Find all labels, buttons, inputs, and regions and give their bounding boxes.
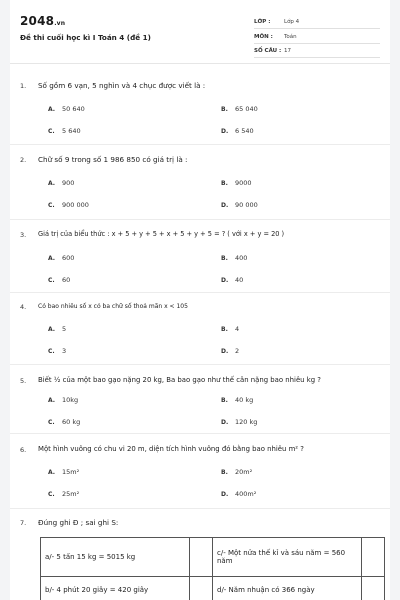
site-logo[interactable]: 2048.vn	[20, 14, 66, 28]
option-c[interactable]: C. 25m²	[48, 490, 80, 498]
exam-title: Đề thi cuối học kì I Toán 4 (đề 1)	[20, 33, 151, 42]
option-a[interactable]: A. 15m²	[48, 468, 80, 476]
statement-a: a/- 5 tấn 15 kg = 5015 kg	[41, 538, 190, 577]
option-d[interactable]: D. 6 540	[221, 127, 254, 135]
option-a[interactable]: A. 600	[48, 254, 75, 262]
option-c[interactable]: C. 3	[48, 347, 67, 355]
option-c[interactable]: C. 60 kg	[48, 418, 81, 426]
option-c[interactable]: C. 900 000	[48, 201, 89, 209]
table-row	[41, 538, 385, 577]
option-b[interactable]: B. 65 040	[221, 105, 258, 113]
option-a[interactable]: A. 5	[48, 325, 67, 333]
question-divider	[10, 219, 390, 220]
question-divider	[10, 508, 390, 509]
option-c[interactable]: C. 5 640	[48, 127, 81, 135]
question-divider	[10, 364, 390, 365]
option-b[interactable]: B. 9000	[221, 179, 252, 187]
answer-box-a[interactable]	[190, 538, 213, 577]
statement-b: b/- 4 phút 20 giây = 420 giây	[41, 577, 190, 600]
option-d[interactable]: D. 90 000	[221, 201, 258, 209]
meta-question-count: SỐ CÂU : 17	[254, 46, 380, 58]
statement-c: c/- Một nửa thế kỉ và sáu năm = 560 năm	[213, 538, 362, 577]
statement-d: d/- Năm nhuận có 366 ngày	[213, 577, 362, 600]
header-divider	[10, 63, 390, 64]
question-divider	[10, 433, 390, 434]
option-b[interactable]: B. 40 kg	[221, 396, 254, 404]
table-row	[41, 577, 385, 600]
answer-box-d[interactable]	[362, 577, 385, 600]
exam-header	[10, 0, 390, 62]
option-a[interactable]: A. 50 640	[48, 105, 85, 113]
option-b[interactable]: B. 4	[221, 325, 240, 333]
meta-subject: MÔN : Toán	[254, 32, 380, 44]
exam-sheet: 2048.vn Đề thi cuối học kì I Toán 4 (đề 1) LỚP : Lớp 4 MÔN : Toán SỐ CÂU : 17 1. Số gồm 6 vạn, 5 nghìn và 4 chục được viết là : A. 50 640 B. 65 040 C. 5 640 D. 6 540 2. Chữ số 9 trong số 1 986 850 có giá trị là : A. 900 B. 9000 C. 900 000 D. 90 000 3. Giá trị của biểu thức : x + 5 + y + 5 + x + 5 + y + 5 = ? ( với x + y = 20 ) A. 600 B. 400 C. 60 D. 40 4. Có bao nhiêu số x có ba chữ số thoả mãn x < 105 A. 5 B. 4 C. 3 D. 2 5. Biết ½ của một bao gạo nặng 20 kg, Ba bao gạo như thế cân nặng bao nhiêu kg ? A. 10kg B. 40 kg C. 60 kg D. 120 kg 6. Một hình vuông có chu vi 20 m, diện tích hình vuông đó bằng bao nhiêu m² ? A. 15m² B. 20m² C. 25m² D. 400m² 7. Đúng ghi Đ ; sai ghi S: a/- 5 tấn 15 kg = 5015 kg c/- Một nửa thế kỉ và sáu năm = 560 năm b/- 4 phút 20 giây = 420 giây d/- Năm nhuận có 366 ngày	[10, 0, 390, 600]
option-b[interactable]: B. 400	[221, 254, 248, 262]
true-false-table	[40, 537, 385, 600]
answer-box-c[interactable]	[362, 538, 385, 577]
option-d[interactable]: D. 40	[221, 276, 244, 284]
option-d[interactable]: D. 400m²	[221, 490, 257, 498]
meta-class: LỚP : Lớp 4	[254, 17, 380, 29]
question-divider	[10, 292, 390, 293]
option-b[interactable]: B. 20m²	[221, 468, 253, 476]
option-c[interactable]: C. 60	[48, 276, 71, 284]
option-a[interactable]: A. 900	[48, 179, 75, 187]
option-d[interactable]: D. 120 kg	[221, 418, 258, 426]
question-divider	[10, 144, 390, 145]
option-a[interactable]: A. 10kg	[48, 396, 79, 404]
answer-box-b[interactable]	[190, 577, 213, 600]
option-d[interactable]: D. 2	[221, 347, 240, 355]
